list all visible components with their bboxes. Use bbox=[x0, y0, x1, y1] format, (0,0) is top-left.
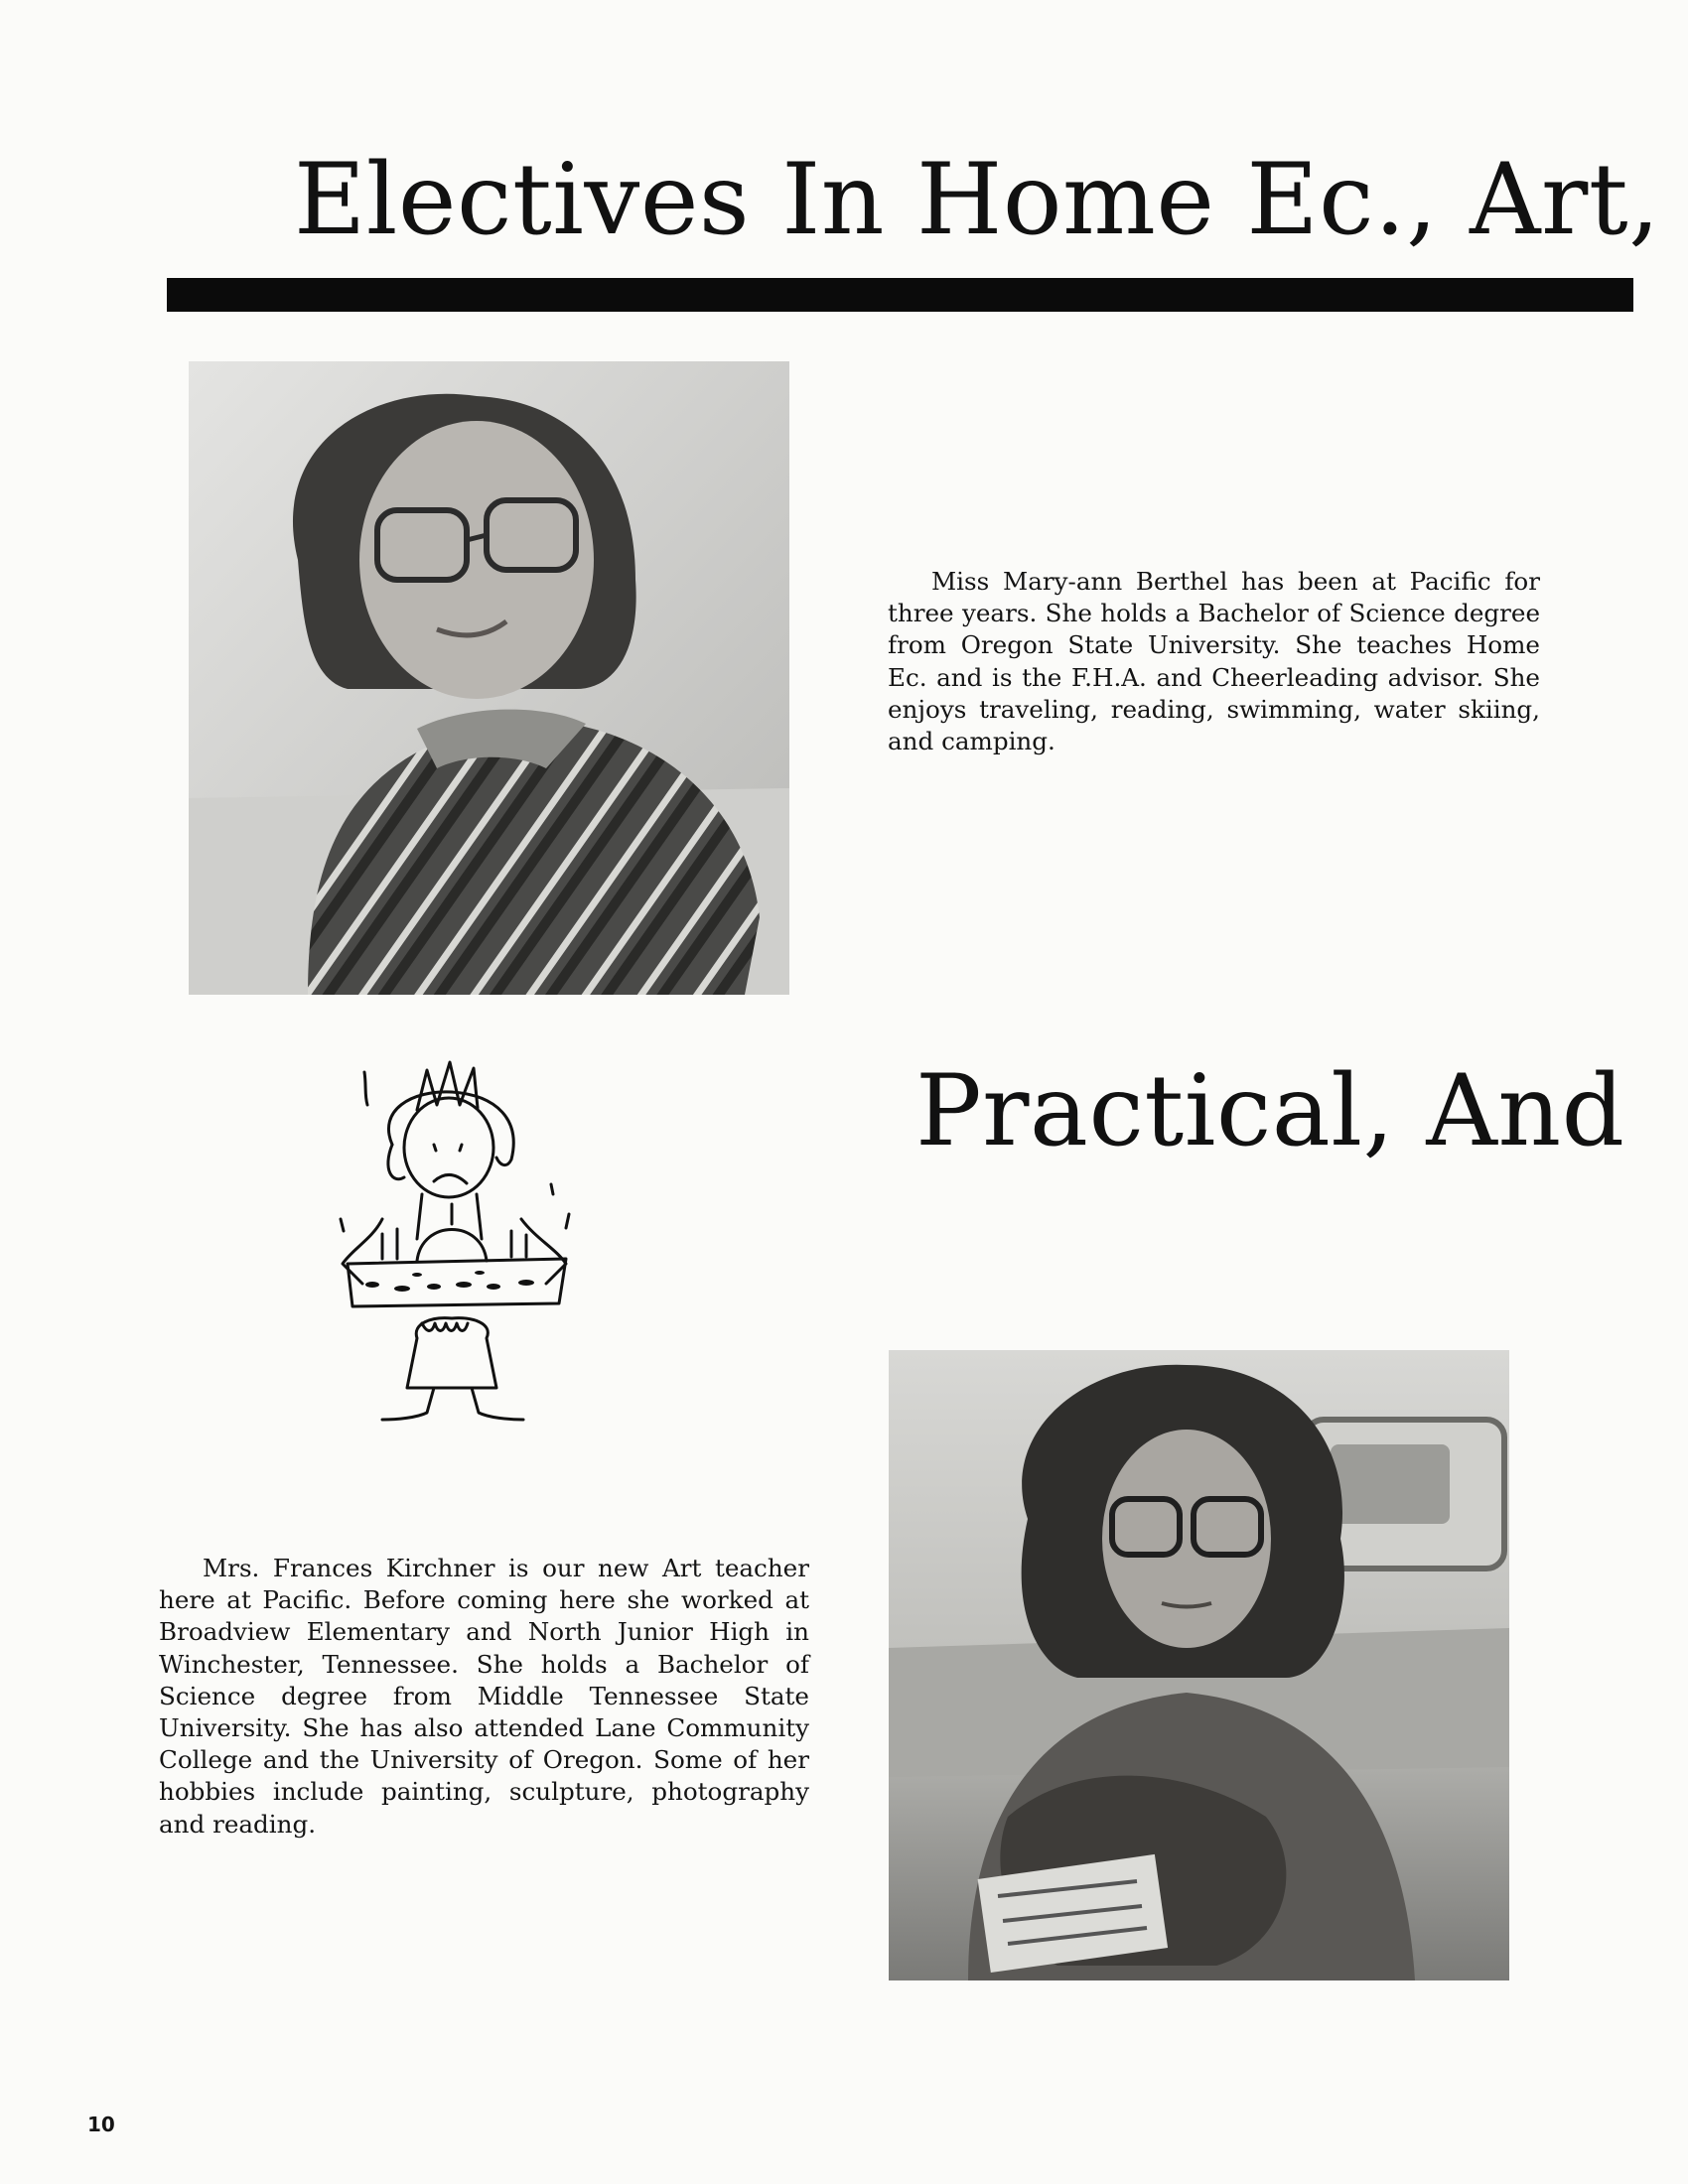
kirchner-bio: Mrs. Frances Kirchner is our new Art teacher here at Pacific. Before coming here she worked at Broadview Elementary and North Junior High in Winchester, Tennessee. She holds a Bachelor of Science degree from Middle Tennessee State University. She has also attended Lane Community College and the University of Oregon. Some of her hobbies include painting, sculpture, photography and reading. bbox=[159, 1554, 809, 1839]
berthel-portrait-photo bbox=[189, 361, 789, 995]
section-title-middle: Practical, And bbox=[915, 1054, 1625, 1168]
kirchner-portrait-photo bbox=[889, 1350, 1509, 1980]
page-number: 10 bbox=[87, 2113, 115, 2136]
cartoon-illustration bbox=[323, 1050, 591, 1433]
section-title-top: Electives In Home Ec., Art, bbox=[294, 143, 1661, 257]
title-rule bbox=[167, 278, 1633, 312]
berthel-bio: Miss Mary-ann Berthel has been at Pacific for three years. She holds a Bachelor of Science degree from Oregon State University. She teaches Home Ec. and is the F.H.A. and Cheerleading advisor. She enjoys traveling, reading, swimming, water skiing, and camping. bbox=[888, 567, 1540, 756]
